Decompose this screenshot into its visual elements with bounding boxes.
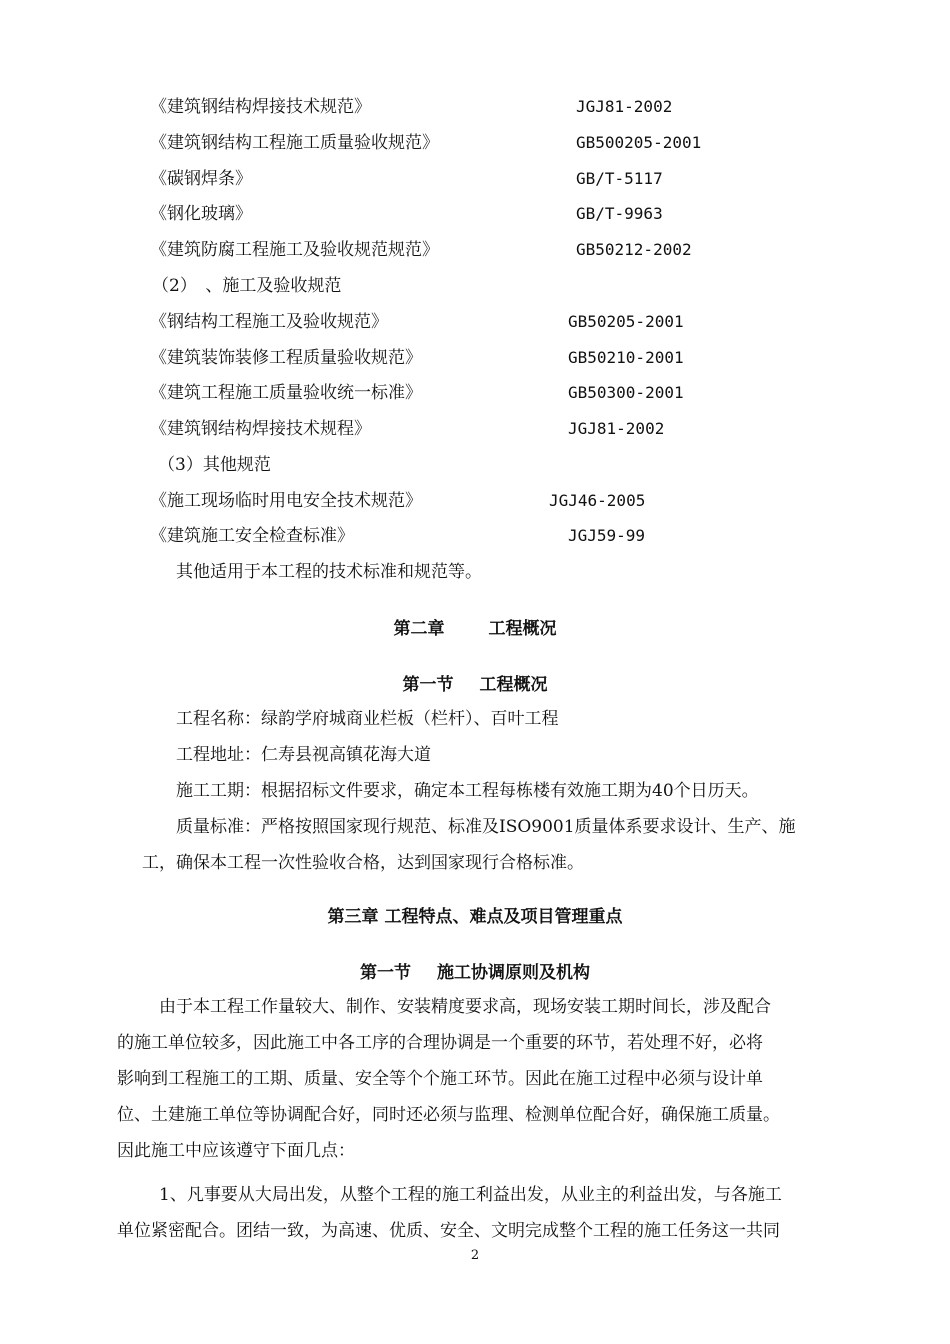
standard-name: 《施工现场临时用电安全技术规范》 <box>150 491 422 511</box>
other-standards-note: 其他适用于本工程的技术标准和规范等。 <box>176 562 482 582</box>
standard-name: 《建筑防腐工程施工及验收规范规范》 <box>150 240 439 260</box>
section-prefix: 第一节 <box>360 963 411 983</box>
standard-code: GB/T-5117 <box>576 169 663 188</box>
standard-code: GB500205-2001 <box>576 133 702 152</box>
body-line: 因此施工中应该遵守下面几点： <box>117 1141 355 1161</box>
standard-name: 《建筑钢结构焊接技术规范》 <box>150 97 371 117</box>
section-label: （3）其他规范 <box>158 455 271 475</box>
quality-standard-line: 质量标准：严格按照国家现行规范、标准及ISO9001质量体系要求设计、生产、施 <box>176 817 796 837</box>
body-line: 位、土建施工单位等协调配合好，同时还必须与监理、检测单位配合好，确保施工质量。 <box>117 1105 780 1125</box>
standard-code: JGJ81-2002 <box>568 419 665 438</box>
standard-name: 《建筑装饰装修工程质量验收规范》 <box>150 348 422 368</box>
chapter-prefix: 第二章 <box>393 619 445 639</box>
project-name: 工程名称：绿韵学府城商业栏板（栏杆）、百叶工程 <box>176 709 559 729</box>
standard-code: JGJ59-99 <box>568 526 646 545</box>
section-title: 施工协调原则及机构 <box>437 963 590 983</box>
standard-code: GB/T-9963 <box>576 204 663 223</box>
standard-name: 《建筑施工安全检查标准》 <box>150 526 354 546</box>
standard-code: GB50205-2001 <box>568 312 684 331</box>
project-address: 工程地址：仁寿县视高镇花海大道 <box>176 745 431 765</box>
standard-name: 《碳钢焊条》 <box>150 169 252 189</box>
standard-code: JGJ46-2005 <box>549 491 646 510</box>
standard-name: 《建筑钢结构工程施工质量验收规范》 <box>150 133 439 153</box>
standard-code: GB50210-2001 <box>568 348 684 367</box>
standard-name: 《钢结构工程施工及验收规范》 <box>150 312 388 332</box>
quality-standard-line: 工，确保本工程一次性验收合格，达到国家现行合格标准。 <box>142 853 584 873</box>
section-heading <box>0 962 950 984</box>
section-label: （2） 、施工及验收规范 <box>152 276 342 296</box>
standard-code: JGJ81-2002 <box>576 97 673 116</box>
chapter-heading <box>0 906 950 928</box>
section-title: 工程概况 <box>479 675 548 695</box>
chapter-title: 工程概况 <box>488 619 557 639</box>
point-line: 单位紧密配合。团结一致，为高速、优质、安全、文明完成整个工程的施工任务这一共同 <box>117 1221 780 1241</box>
standard-name: 《建筑钢结构焊接技术规程》 <box>150 419 371 439</box>
body-line: 的施工单位较多，因此施工中各工序的合理协调是一个重要的环节，若处理不好，必将 <box>117 1033 763 1053</box>
standard-code: GB50300-2001 <box>568 383 684 402</box>
section-prefix: 第一节 <box>402 675 454 695</box>
point-line: 1、凡事要从大局出发，从整个工程的施工利益出发，从业主的利益出发，与各施工 <box>159 1185 782 1205</box>
standard-code: GB50212-2002 <box>576 240 692 259</box>
page-number: 2 <box>470 1248 480 1263</box>
chapter-title: 第三章 工程特点、难点及项目管理重点 <box>327 907 623 927</box>
standard-name: 《建筑工程施工质量验收统一标准》 <box>150 383 422 403</box>
project-duration: 施工工期：根据招标文件要求，确定本工程每栋楼有效施工期为40个日历天。 <box>176 781 759 801</box>
section-heading <box>0 674 950 696</box>
body-line: 由于本工程工作量较大、制作、安装精度要求高，现场安装工期时间长，涉及配合 <box>159 997 771 1017</box>
chapter-heading <box>0 618 950 640</box>
body-line: 影响到工程施工的工期、质量、安全等个个施工环节。因此在施工过程中必须与设计单 <box>117 1069 763 1089</box>
standard-name: 《钢化玻璃》 <box>150 204 252 224</box>
